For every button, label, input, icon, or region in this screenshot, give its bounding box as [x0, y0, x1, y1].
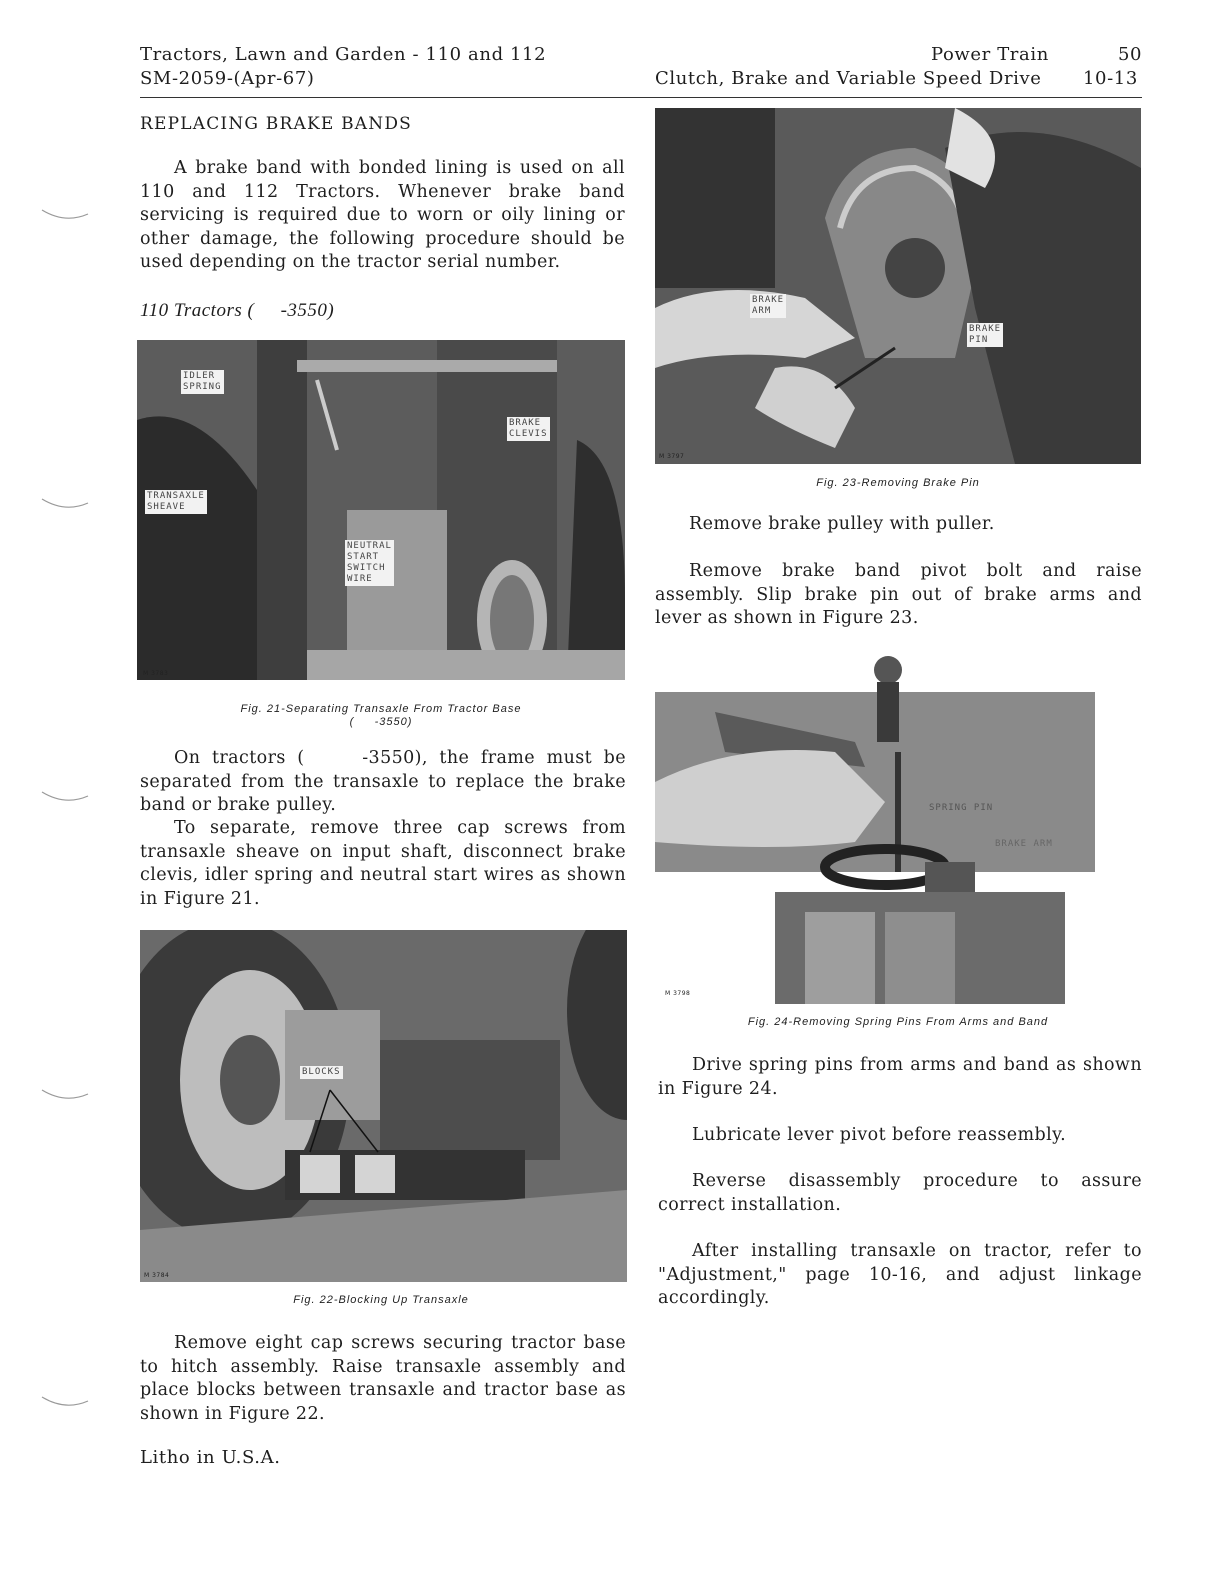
reverse-paragraph: Reverse disassembly procedure to assure correct installation.	[658, 1171, 1142, 1215]
binding-mark	[40, 497, 90, 511]
binding-mark	[40, 790, 90, 804]
label-neutral-start-wire: NEUTRAL START SWITCH WIRE	[347, 541, 392, 584]
header-rule	[140, 97, 1142, 98]
negative-number: M 3798	[665, 990, 691, 997]
binding-mark	[40, 1395, 90, 1409]
label-blocks: BLOCKS	[302, 1067, 341, 1077]
header-title: Tractors, Lawn and Garden - 110 and 112	[140, 44, 547, 65]
after-install-paragraph: After installing transaxle on tractor, refer to "Adjustment," page 10-16, and adjust linkage accordingly.	[658, 1241, 1142, 1308]
figure-21-photo	[137, 340, 625, 680]
figure-23-photo	[655, 108, 1141, 464]
figure-21-caption-serial: ( -3550)	[349, 716, 413, 728]
figure-24-caption: Fig. 24-Removing Spring Pins From Arms and Band	[747, 1016, 1049, 1028]
label-idler-spring: IDLER SPRING	[183, 371, 222, 392]
lubricate-paragraph: Lubricate lever pivot before reassembly.	[692, 1125, 1067, 1145]
header-page-number: 50	[1118, 44, 1143, 65]
label-brake-arm: BRAKE ARM	[995, 839, 1053, 849]
separate-paragraph: To separate, remove three cap screws from transaxle sheave on input shaft, disconnect brake clevis, idler spring and neutral start wires as shown in Figure 21.	[140, 818, 626, 909]
header-section-page: 10-13	[1083, 68, 1138, 89]
header-manual-code: SM-2059-(Apr-67)	[140, 68, 315, 89]
serial-subhead: 110 Tractors ( -3550)	[140, 300, 335, 321]
label-brake-arm: BRAKE ARM	[752, 295, 785, 316]
remove-pulley-paragraph: Remove brake pulley with puller.	[689, 514, 995, 534]
tractors-paragraph: On tractors ( -3550), the frame must be separated from the transaxle to replace the brake band or brake pulley.	[140, 748, 632, 815]
negative-number: M 3784	[144, 1272, 170, 1279]
negative-number: M 3783	[143, 670, 169, 677]
header-subsection: Clutch, Brake and Variable Speed Drive	[655, 68, 1042, 89]
drive-pins-paragraph: Drive spring pins from arms and band as shown in Figure 24.	[658, 1055, 1142, 1099]
figure-22-photo	[140, 930, 627, 1282]
figure-22-caption: Fig. 22-Blocking Up Transaxle	[293, 1294, 469, 1306]
label-spring-pin: SPRING PIN	[929, 803, 994, 813]
figure-21-caption: Fig. 21-Separating Transaxle From Tractor Base	[240, 703, 522, 715]
binding-mark	[40, 1088, 90, 1102]
label-transaxle-sheave: TRANSAXLE SHEAVE	[147, 491, 205, 512]
header-section: Power Train	[931, 44, 1049, 65]
label-brake-clevis: BRAKE CLEVIS	[509, 418, 548, 439]
label-brake-pin: BRAKE PIN	[969, 324, 1002, 345]
binding-mark	[40, 208, 90, 222]
litho-footer: Litho in U.S.A.	[140, 1447, 281, 1468]
section-heading: REPLACING BRAKE BANDS	[140, 114, 412, 134]
remove-caps-paragraph: Remove eight cap screws securing tractor base to hitch assembly. Raise transaxle assembly and place blocks between transaxle and tractor base as shown in Figure 22.	[140, 1333, 626, 1424]
negative-number: M 3797	[659, 453, 685, 460]
figure-23-caption: Fig. 23-Removing Brake Pin	[816, 477, 980, 489]
intro-paragraph: A brake band with bonded lining is used on all 110 and 112 Tractors. Whenever brake band servicing is required due to worn or oily lining or other damage, the following procedure should be used depending on the tractor serial number.	[140, 158, 625, 272]
pivot-bolt-paragraph: Remove brake band pivot bolt and raise assembly. Slip brake pin out of brake arms and lever as shown in Figure 23.	[655, 561, 1142, 628]
figure-24-photo	[655, 652, 1095, 1004]
